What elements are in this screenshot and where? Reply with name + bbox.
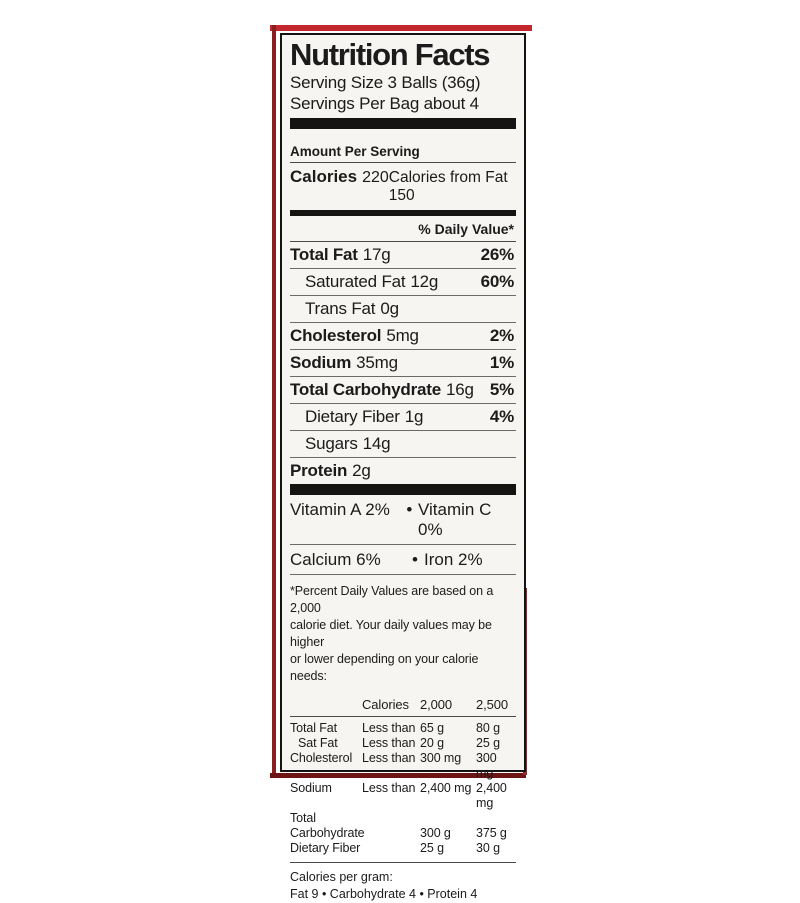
nutrient-name: Protein <box>290 461 348 480</box>
nutrient-row-total-carbohydrate <box>290 377 516 404</box>
footnote-line: *Percent Daily Values are based on a 2,000 <box>290 584 494 615</box>
nutrient-name: Sodium <box>290 353 352 372</box>
nutrient-row-protein <box>290 458 516 484</box>
nutrient-name: Sugars <box>305 434 358 453</box>
serving-size-text: Serving Size 3 Balls (36g) <box>290 73 481 92</box>
bullet-separator: • <box>412 550 418 569</box>
nutrient-amount: 5mg <box>386 326 419 345</box>
vitamin-row-1 <box>290 495 516 545</box>
footer-rule <box>290 862 516 863</box>
nutrient-name: Total Fat <box>290 245 358 264</box>
ref-value-2000: 20 g <box>420 736 444 750</box>
calories-from-fat: Calories from Fat 150 <box>388 169 508 204</box>
nutrient-daily-value: 60% <box>480 272 514 291</box>
nutrient-name: Cholesterol <box>290 326 382 345</box>
calcium-value: Calcium 6% <box>290 550 381 569</box>
nutrient-amount: 16g <box>446 380 474 399</box>
calories-per-gram-detail: Fat 9 • Carbohydrate 4 • Protein 4 <box>290 887 478 901</box>
nutrient-row-sodium <box>290 350 516 377</box>
nutrient-amount: 17g <box>362 245 391 264</box>
separator-bar-thick-bottom <box>290 484 516 495</box>
package-edge-left <box>272 25 276 777</box>
ref-value-2000: 300 mg <box>420 751 462 765</box>
vitamin-row-2 <box>290 545 516 575</box>
header-calories: Calories <box>362 697 409 712</box>
nutrient-daily-value: 2% <box>489 326 514 345</box>
footnote-line: calorie diet. Your daily values may be higher <box>290 618 492 649</box>
nutrient-amount: 12g <box>410 272 439 291</box>
amount-per-serving-heading: Amount Per Serving <box>290 144 516 163</box>
ref-condition: Less than <box>362 781 416 795</box>
nutrient-amount: 2g <box>352 461 371 480</box>
package-edge-top <box>270 25 532 31</box>
ref-label: Sat Fat <box>298 736 338 750</box>
ref-label: Cholesterol <box>290 751 353 765</box>
footnote-line: or lower depending on your calorie needs: <box>290 652 479 683</box>
ref-value-2000: 2,400 mg <box>420 781 472 795</box>
ref-value-2500 <box>476 811 516 826</box>
bullet-separator: • <box>406 500 413 519</box>
iron-value: Iron 2% <box>424 550 483 569</box>
servings-per-bag-text: Servings Per Bag about 4 <box>290 94 479 113</box>
ref-condition: Less than <box>362 751 416 765</box>
ref-value-2500: 25 g <box>476 736 500 750</box>
reference-row-total <box>290 811 516 826</box>
vitamin-c-value: Vitamin C 0% <box>417 500 492 539</box>
nutrient-name: Dietary Fiber <box>305 407 400 426</box>
ref-value-2500: 30 g <box>476 841 500 855</box>
reference-row-sodium <box>290 781 516 811</box>
nutrient-amount: 14g <box>362 434 391 453</box>
nutrient-name: Total Carbohydrate <box>290 380 441 399</box>
nutrient-daily-value: 26% <box>480 245 514 264</box>
calories-label: Calories <box>290 167 358 186</box>
nutrient-amount: 0g <box>380 299 399 318</box>
reference-row-cholesterol <box>290 751 516 781</box>
ref-label: Sodium <box>290 781 332 795</box>
ref-label: Total <box>290 811 316 825</box>
ref-condition <box>362 841 420 856</box>
nutrient-amount: 35mg <box>356 353 398 372</box>
reference-values-table <box>290 697 516 856</box>
daily-value-header: % Daily Value* <box>290 216 516 242</box>
reference-row-total-fat <box>290 721 516 736</box>
nutrient-name: Trans Fat <box>305 299 376 318</box>
calories-per-gram-heading: Calories per gram: <box>290 870 393 884</box>
nutrient-row-cholesterol <box>290 323 516 350</box>
calories-row <box>290 163 516 210</box>
ref-value-2000 <box>420 811 476 826</box>
ref-label: Carbohydrate <box>290 826 365 840</box>
ref-value-2500: 80 g <box>476 721 500 735</box>
reference-row-dietary-fiber <box>290 841 516 856</box>
nutrient-row-dietary-fiber <box>290 404 516 431</box>
ref-label: Total Fat <box>290 721 338 735</box>
ref-value-2000: 25 g <box>420 841 444 855</box>
nutrient-row-saturated-fat <box>290 269 516 296</box>
reference-table-header <box>290 697 516 717</box>
vitamin-a-value: Vitamin A 2% <box>290 500 390 519</box>
ref-condition: Less than <box>362 736 416 750</box>
label-title: Nutrition Facts <box>290 37 490 72</box>
header-2000: 2,000 <box>420 697 453 712</box>
calories-per-gram-block <box>290 869 516 903</box>
nutrient-amount: 1g <box>404 407 424 426</box>
ref-value-2000: 300 g <box>420 826 451 840</box>
ref-condition <box>362 826 420 841</box>
daily-value-footnote <box>290 583 516 685</box>
nutrient-daily-value: 5% <box>489 380 514 399</box>
nutrient-daily-value: 4% <box>489 407 514 426</box>
nutrient-name: Saturated Fat <box>305 272 406 291</box>
separator-bar-thick-top <box>290 118 516 129</box>
header-spacer <box>290 697 362 712</box>
calories-value: 220 <box>362 169 389 186</box>
ref-condition <box>362 811 420 826</box>
nutrient-row-sugars <box>290 431 516 458</box>
nutrition-facts-label <box>280 33 526 901</box>
ref-value-2500: 300 mg <box>476 751 497 780</box>
nutrient-daily-value: 1% <box>489 353 514 372</box>
ref-value-2000: 65 g <box>420 721 444 735</box>
nutrient-row-trans-fat <box>290 296 516 323</box>
reference-row-sat-fat <box>290 736 516 751</box>
ref-value-2500: 2,400 mg <box>476 781 507 810</box>
ref-label: Dietary Fiber <box>290 841 361 855</box>
header-2500: 2,500 <box>476 697 509 712</box>
reference-row-carbohydrate <box>290 826 516 841</box>
nutrient-row-total-fat <box>290 242 516 269</box>
ref-condition: Less than <box>362 721 416 735</box>
ref-value-2500: 375 g <box>476 826 507 840</box>
